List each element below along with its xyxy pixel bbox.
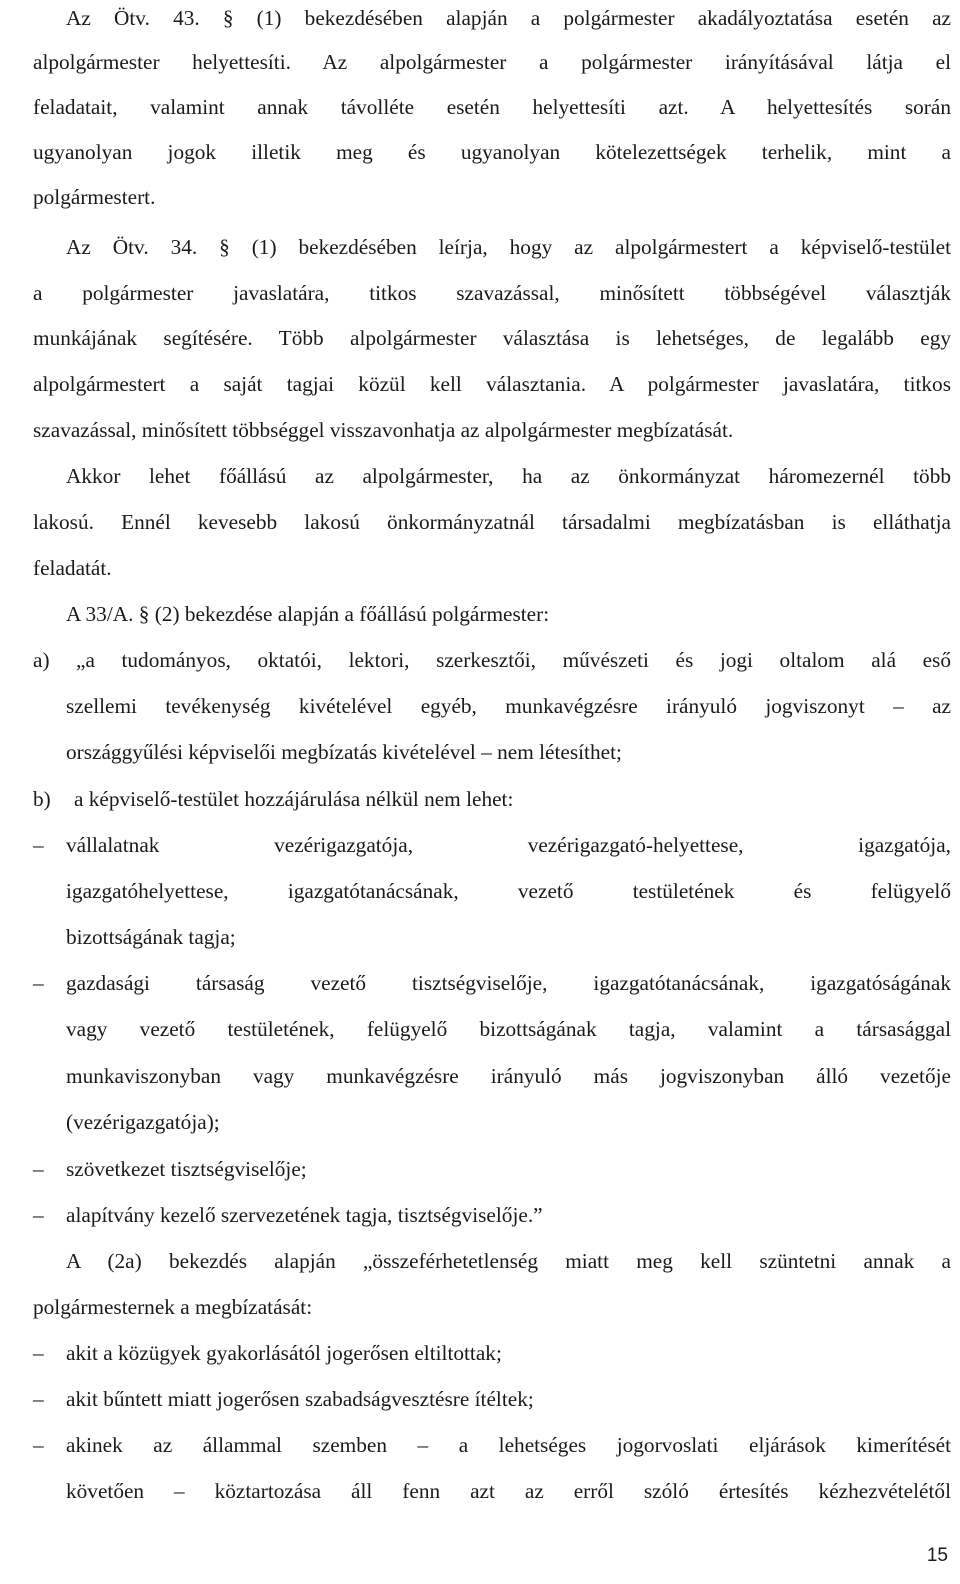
text-line: alapítvány kezelő szervezetének tagja, tisztségviselője.”	[66, 1203, 543, 1227]
page-number: 15	[926, 1545, 948, 1566]
text-line: (vezérigazgatója);	[66, 1110, 220, 1134]
dash-marker: –	[33, 833, 44, 857]
text-line: szellemi tevékenység kivételével egyéb, munkavégzésre irányuló jogviszonyt – az	[66, 694, 951, 718]
dash-marker: –	[33, 1341, 44, 1365]
text-line: szavazással, minősített többséggel visszavonhatja az alpolgármester megbízatását.	[33, 418, 734, 442]
text-line: országgyűlési képviselői megbízatás kivételével – nem létesíthet;	[66, 740, 622, 764]
text-line: feladatát.	[33, 556, 112, 580]
text-line: a képviselő-testület hozzájárulása nélkül nem lehet:	[74, 787, 514, 811]
text-line: „a tudományos, oktatói, lektori, szerkesztői, művészeti és jogi oltalom alá eső	[76, 648, 951, 672]
dash-marker: –	[33, 1433, 44, 1457]
text-line: szövetkezet tisztségviselője;	[66, 1157, 307, 1181]
text-line: munkaviszonyban vagy munkavégzésre irányuló más jogviszonyban álló vezetője	[66, 1064, 951, 1088]
dash-marker: –	[33, 971, 44, 995]
list-marker: b)	[33, 787, 51, 811]
text-line: A 33/A. § (2) bekezdése alapján a főállású polgármester:	[66, 602, 550, 626]
text-line: akit bűntett miatt jogerősen szabadságvesztésre ítéltek;	[66, 1387, 534, 1411]
text-line: munkájának segítésére. Több alpolgármester választása is lehetséges, de legalább egy	[33, 326, 951, 350]
text-line: alpolgármestert a saját tagjai közül kell választania. A polgármester javaslatára, titkos	[33, 372, 951, 396]
text-line: ugyanolyan jogok illetik meg és ugyanolyan kötelezettségek terhelik, mint a	[33, 140, 951, 164]
text-line: követően – köztartozása áll fenn azt az erről szóló értesítés kézhezvételétől	[66, 1479, 951, 1503]
text-line: akinek az állammal szemben – a lehetséges jogorvoslati eljárások kimerítését	[66, 1433, 951, 1457]
text-line: A (2a) bekezdés alapján „összeférhetetlenség miatt meg kell szüntetni annak a	[66, 1249, 951, 1273]
text-line: lakosú. Ennél kevesebb lakosú önkormányzatnál társadalmi megbízatásban is elláthatja	[33, 510, 951, 534]
text-line: vállalatnak vezérigazgatója, vezérigazgató-helyettese, igazgatója,	[66, 833, 951, 857]
list-marker: a)	[33, 648, 50, 672]
text-line: a polgármester javaslatára, titkos szavazással, minősített többségével választják	[33, 281, 951, 305]
text-line: polgármesternek a megbízatását:	[33, 1295, 313, 1319]
dash-marker: –	[33, 1157, 44, 1181]
text-line: vagy vezető testületének, felügyelő bizottságának tagja, valamint a társasággal	[66, 1017, 951, 1041]
dash-marker: –	[33, 1203, 44, 1227]
text-line: feladatait, valamint annak távolléte esetén helyettesíti azt. A helyettesítés során	[33, 95, 951, 119]
text-line: Az Ötv. 34. § (1) bekezdésében leírja, hogy az alpolgármestert a képviselő-testület	[66, 235, 951, 259]
text-line: gazdasági társaság vezető tisztségviselője, igazgatótanácsának, igazgatóságának	[66, 971, 951, 995]
text-line: alpolgármester helyettesíti. Az alpolgármester a polgármester irányításával látja el	[33, 50, 951, 74]
text-line: polgármestert.	[33, 185, 156, 209]
text-line: bizottságának tagja;	[66, 925, 236, 949]
text-line: akit a közügyek gyakorlásától jogerősen eltiltottak;	[66, 1341, 502, 1365]
dash-marker: –	[33, 1387, 44, 1411]
text-line: igazgatóhelyettese, igazgatótanácsának, vezető testületének és felügyelő	[66, 879, 951, 903]
text-line: Az Ötv. 43. § (1) bekezdésében alapján a polgármester akadályoztatása esetén az	[66, 6, 951, 30]
text-line: Akkor lehet főállású az alpolgármester, ha az önkormányzat háromezernél több	[66, 464, 951, 488]
